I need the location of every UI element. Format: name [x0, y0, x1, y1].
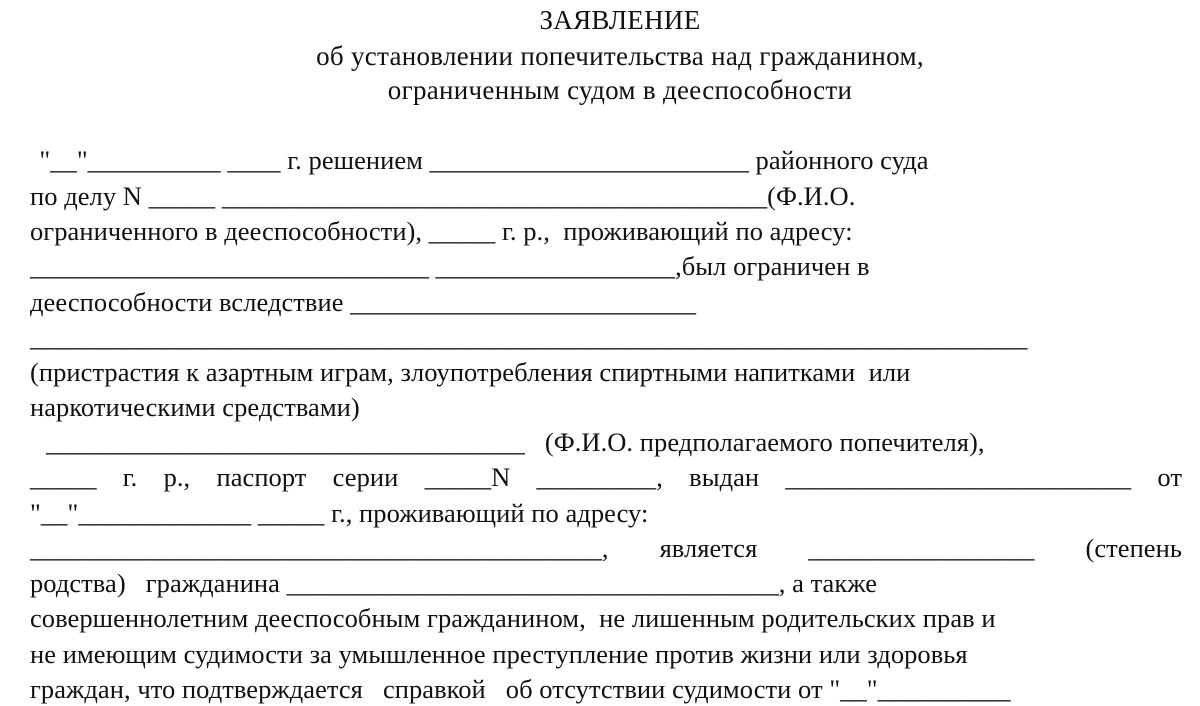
- body-line-4: ______________________________ __________________,был ограничен в: [30, 251, 870, 281]
- body-line-7: (пристрастия к азартным играм, злоупотребления спиртными напитками или: [30, 357, 911, 387]
- body-line-14: совершеннолетним дееспособным гражданином, не лишенным родительских прав и: [30, 603, 996, 633]
- body-line-12: ___________________________________________, является _________________ (степень: [30, 533, 1182, 563]
- body-line-3: ограниченного в дееспособности), _____ г. р., проживающий по адресу:: [30, 216, 853, 246]
- body-line-11: "__"_____________ _____ г., проживающий по адресу:: [30, 498, 649, 528]
- document-subtitle-line-1: об установлении попечительства над гражданином,: [316, 41, 924, 71]
- body-line-16: граждан, что подтверждается справкой об отсутствии судимости от "__"__________: [30, 674, 1011, 704]
- body-line-15: не имеющим судимости за умышленное преступление против жизни или здоровья: [30, 639, 968, 669]
- body-line-8: наркотическими средствами): [30, 392, 360, 422]
- body-line-5: дееспособности вследствие __________________________: [30, 287, 697, 317]
- body-line-6: ___________________________________________________________________________: [30, 322, 1028, 352]
- body-line-1: "__"__________ ____ г. решением ________________________ районного суда: [26, 145, 929, 175]
- document-title: ЗАЯВЛЕНИЕ: [539, 5, 701, 35]
- body-line-13: родства) гражданина _____________________________________, а также: [30, 568, 878, 598]
- document-subtitle-line-2: ограниченным судом в дееспособности: [387, 75, 853, 105]
- body-line-10: _____ г. р., паспорт серии _____N _________, выдан __________________________ от: [30, 462, 1182, 492]
- body-line-2: по делу N _____ _________________________________________(Ф.И.О.: [30, 181, 856, 211]
- body-line-9: ____________________________________ (Ф.И.О. предполагаемого попечителя),: [26, 427, 985, 457]
